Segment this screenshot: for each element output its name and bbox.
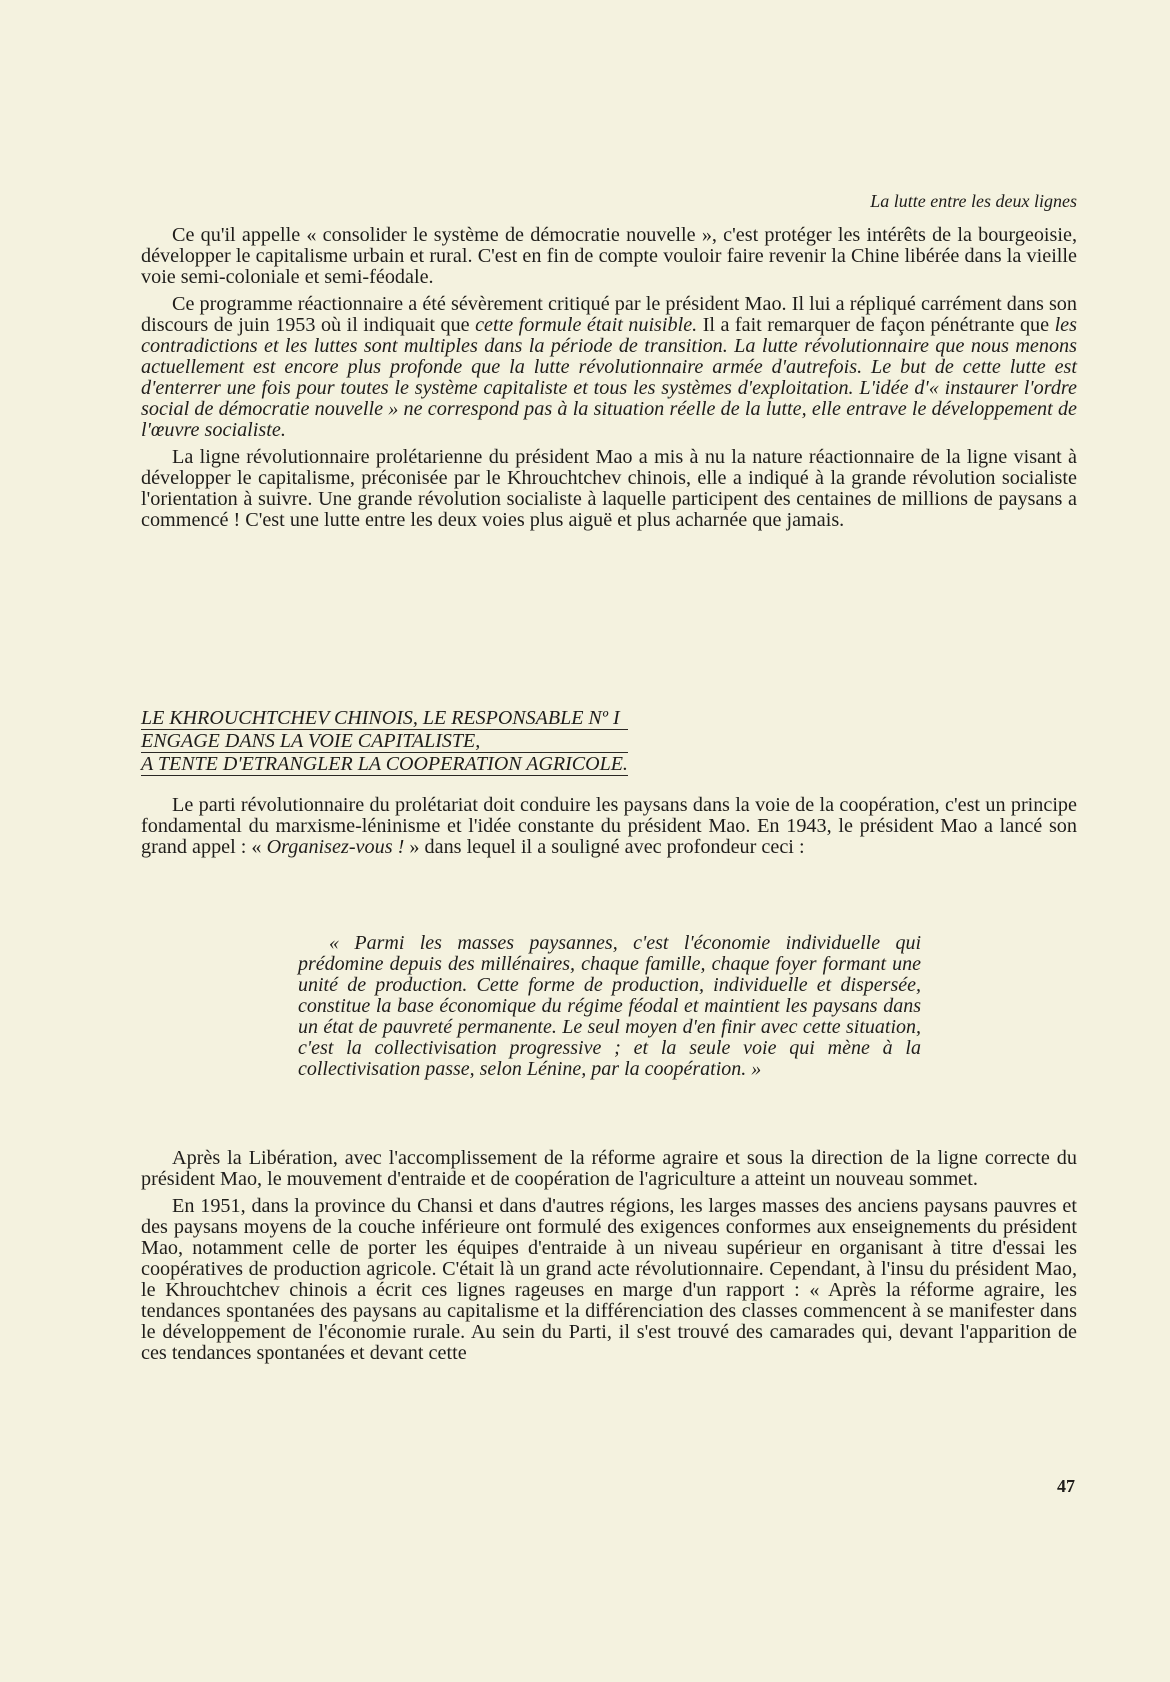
section-heading xyxy=(141,708,628,777)
paragraph-2-text: Ce programme réactionnaire a été sévèrement critiqué par le président Mao. Il lui a répliqué carrément dans son discours de juin 1953 où il indiquait que xyxy=(141,293,1077,336)
block-quote: « Parmi les masses paysannes, c'est l'économie individuelle qui prédomine depuis des millénaires, chaque famille, chaque foyer formant une unité de production. Cette forme de production, individuelle et dispersée, constitue la base économique du régime féodal et maintient les paysans dans un état de pauvreté permanente. Le seul moyen d'en finir avec cette situation, c'est la collectivisation progressive ; et la seule voie qui mène à la collectivisation passe, selon Lénine, par la coopération. » xyxy=(298,932,921,1080)
heading-line-2: ENGAGE DANS LA VOIE CAPITALISTE, xyxy=(141,731,628,753)
heading-line-3: A TENTE D'ETRANGLER LA COOPERATION AGRICOLE. xyxy=(141,753,628,775)
heading-line-1: LE KHROUCHTCHEV CHINOIS, LE RESPONSABLE Nº I xyxy=(141,708,628,730)
paragraph-5 xyxy=(141,1148,1077,1190)
paragraph-1-text: Ce qu'il appelle « consolider le système de démocratie nouvelle », c'est protéger les intérêts de la bourgeoisie, développer le capitalisme urbain et rural. C'est en fin de compte vouloir faire revenir la Chine libérée dans la vieille voie semi-coloniale et semi-féodale. xyxy=(141,224,1077,288)
paragraph-2-italic-2: était nuisible. xyxy=(586,314,698,336)
paragraph-2 xyxy=(141,294,1077,441)
paragraph-6 xyxy=(141,1196,1077,1364)
paragraph-6-text: En 1951, dans la province du Chansi et dans d'autres régions, les larges masses des anciens paysans pauvres et des paysans moyens de la couche inférieure ont formulé des exigences conformes aux enseignements du président Mao, notamment celle de porter les équipes d'entraide à un niveau supérieur en organisant à titre d'essai les coopératives de production agricole. C'était là un grand acte révolutionnaire. Cependant, à l'insu du président Mao, le Khrouchtchev chinois a écrit ces lignes rageuses en marge d'un rapport : « Après la réforme agraire, les tendances spontanées des paysans au capitalisme et la différenciation des classes commencent à se manifester dans le développement de l'économie rurale. Au sein du Parti, il s'est trouvé des camarades qui, devant l'apparition de ces tendances spontanées et devant cette xyxy=(141,1195,1077,1364)
paragraph-3 xyxy=(141,447,1077,531)
body-text-middle xyxy=(141,795,1077,858)
body-text-bottom xyxy=(141,1148,1077,1364)
page-number: 47 xyxy=(1057,1476,1075,1496)
paragraph-2-text-2: Il a fait remarquer de façon pénétrante que xyxy=(697,314,1055,336)
paragraph-3-text: La ligne révolutionnaire prolétarienne du président Mao a mis à nu la nature réactionnaire de la ligne visant à développer le capitalisme, préconisée par le Khrouchtchev chinois, elle a indiqué à la grande révolution socialiste l'orientation à suivre. Une grande révolution socialiste à laquelle participent des centaines de millions de paysans a commencé ! C'est une lutte entre les deux voies plus aiguë et plus acharnée que jamais. xyxy=(141,446,1077,531)
running-header: La lutte entre les deux lignes xyxy=(870,191,1077,211)
paragraph-2-italic-1: cette formule xyxy=(475,314,582,336)
paragraph-4 xyxy=(141,795,1077,858)
paragraph-1 xyxy=(141,225,1077,288)
paragraph-4-italic: Organisez-vous ! xyxy=(266,836,405,858)
paragraph-4-text-2: » dans lequel il a souligné avec profondeur ceci : xyxy=(404,836,805,858)
paragraph-4-text: Le parti révolutionnaire du prolétariat doit conduire les paysans dans la voie de la coopération, c'est un principe fondamental du marxisme-léninisme et l'idée constante du président Mao. En 1943, le président Mao a lancé son grand appel : « xyxy=(141,794,1077,858)
paragraph-5-text: Après la Libération, avec l'accomplissement de la réforme agraire et sous la direction de la ligne correcte du président Mao, le mouvement d'entraide et de coopération de l'agriculture a atteint un nouveau sommet. xyxy=(141,1147,1077,1190)
body-text-top xyxy=(141,225,1077,531)
paragraph-2-italic-3: les contradictions et les luttes sont multiples dans la période de transition. La lutte révolutionnaire que nous menons actuellement est encore plus profonde que la lutte révolutionnaire armée d'autrefois. Le but de cette lutte est d'enterrer une fois pour toutes le système capitaliste et tous les systèmes d'exploitation. L'idée d'« instaurer l'ordre social de démocratie nouvelle » ne correspond pas à la situation réelle de la lutte, elle entrave le développement de l'œuvre socialiste. xyxy=(141,314,1077,441)
